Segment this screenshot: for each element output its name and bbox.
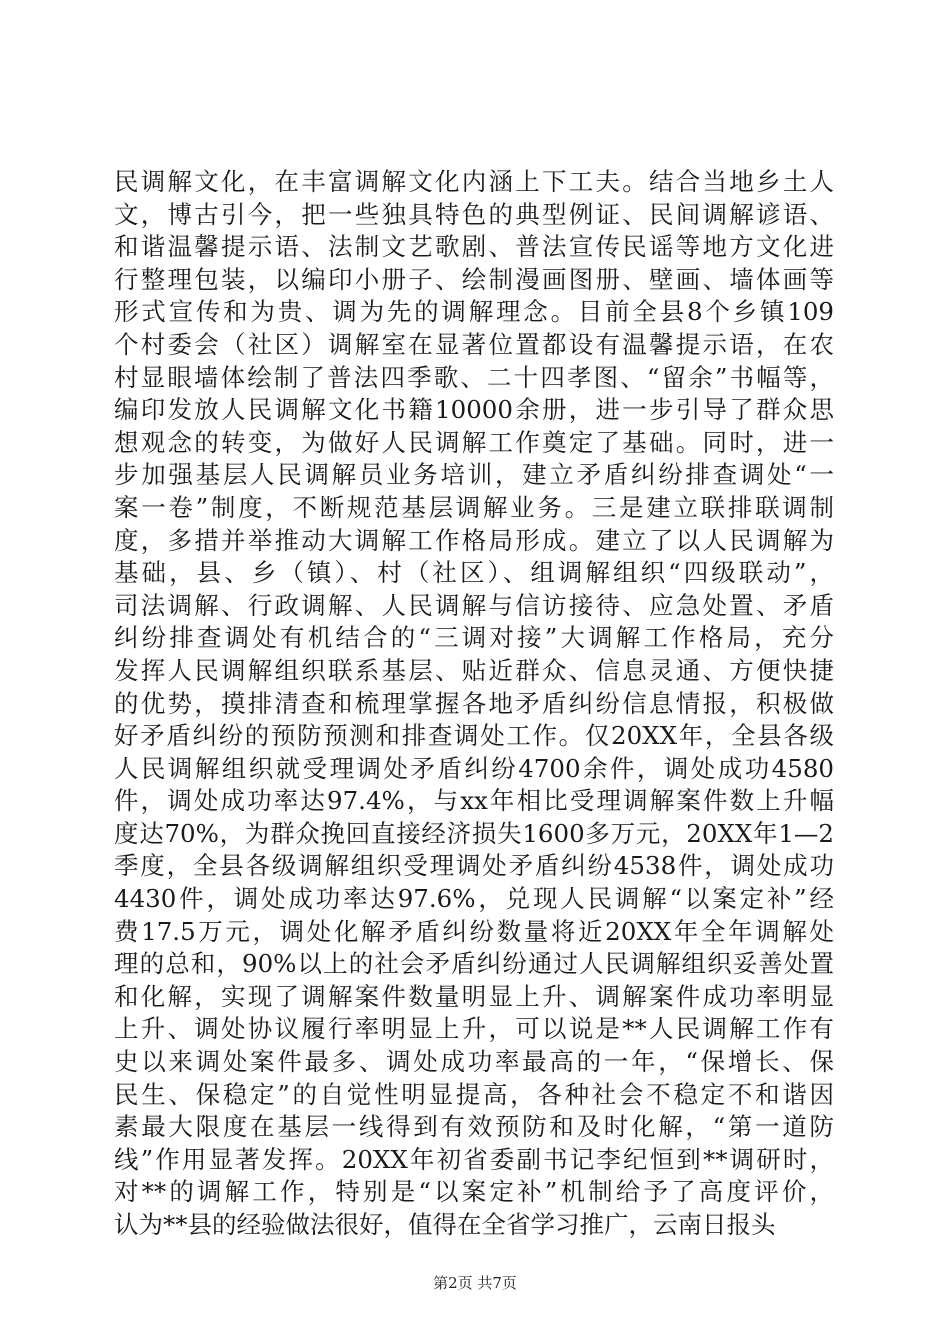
text-line: 好矛盾纠纷的预防预测和排查调处工作。仅20XX年，全县各级 <box>114 721 834 751</box>
text-line: 基础，县、乡（镇）、村（社区）、组调解组织“四级联动”， <box>114 558 834 588</box>
text-line: 度达70%，为群众挽回直接经济损失1600多万元，20XX年1—2 <box>114 818 834 848</box>
text-line: 行整理包装，以编印小册子、绘制漫画图册、壁画、墙体画等 <box>114 264 834 294</box>
text-line: 民调解文化，在丰富调解文化内涵上下工夫。结合当地乡土人 <box>114 167 834 196</box>
page-number-footer: 第2页 共7页 <box>433 1274 517 1292</box>
text-line: 形式宣传和为贵、调为先的调解理念。目前全县8个乡镇109 <box>114 297 834 327</box>
text-line: 4430件，调处成功率达97.6%，兑现人民调解“以案定补”经 <box>114 884 834 914</box>
text-line: 和谐温馨提示语、法制文艺歌剧、普法宣传民谣等地方文化进 <box>114 232 834 262</box>
text-line: 案一卷”制度，不断规范基层调解业务。三是建立联排联调制 <box>114 492 834 522</box>
text-line: 认为**县的经验做法很好，值得在全省学习推广，云南日报头 <box>114 1210 776 1239</box>
text-line: 个村委会（社区）调解室在显著位置都设有温馨提示语，在农 <box>114 329 834 359</box>
text-line: 想观念的转变，为做好人民调解工作奠定了基础。同时，进一 <box>114 427 834 457</box>
text-line: 费17.5万元，调处化解矛盾纠纷数量将近20XX年全年调解处 <box>114 916 834 946</box>
text-line: 文，博古引今，把一些独具特色的典型例证、民间调解谚语、 <box>114 199 834 229</box>
text-line: 编印发放人民调解文化书籍10000余册，进一步引导了群众思 <box>114 395 834 425</box>
text-line: 史以来调处案件最多、调处成功率最高的一年，“保增长、保 <box>114 1047 834 1077</box>
text-line: 司法调解、行政调解、人民调解与信访接待、应急处置、矛盾 <box>114 590 834 620</box>
text-line: 度，多措并举推动大调解工作格局形成。建立了以人民调解为 <box>114 525 834 555</box>
text-line: 素最大限度在基层一线得到有效预防和及时化解，“第一道防 <box>114 1112 834 1142</box>
body-paragraph <box>114 166 834 1242</box>
text-line: 理的总和，90%以上的社会矛盾纠纷通过人民调解组织妥善处置 <box>114 949 834 979</box>
text-line: 线”作用显著发挥。20XX年初省委副书记李纪恒到**调研时， <box>114 1144 834 1174</box>
text-line: 对**的调解工作，特别是“以案定补”机制给予了高度评价， <box>114 1177 834 1207</box>
text-line: 民生、保稳定”的自觉性明显提高，各种社会不稳定不和谐因 <box>114 1079 834 1109</box>
text-line: 纠纷排查调处有机结合的“三调对接”大调解工作格局，充分 <box>114 623 834 653</box>
text-line: 步加强基层人民调解员业务培训，建立矛盾纠纷排查调处“一 <box>114 460 834 490</box>
text-line: 发挥人民调解组织联系基层、贴近群众、信息灵通、方便快捷 <box>114 655 834 685</box>
text-line: 季度，全县各级调解组织受理调处矛盾纠纷4538件，调处成功 <box>114 851 834 881</box>
text-line: 村显眼墙体绘制了普法四季歌、二十四孝图、“留余”书幅等， <box>114 362 834 392</box>
text-line: 和化解，实现了调解案件数量明显上升、调解案件成功率明显 <box>114 981 834 1011</box>
text-line: 上升、调处协议履行率明显上升，可以说是**人民调解工作有 <box>114 1014 834 1044</box>
text-line: 件，调处成功率达97.4%，与xx年相比受理调解案件数上升幅 <box>114 786 834 816</box>
text-line: 的优势，摸排清查和梳理掌握各地矛盾纠纷信息情报，积极做 <box>114 688 834 718</box>
text-line: 人民调解组织就受理调处矛盾纠纷4700余件，调处成功4580 <box>114 753 834 783</box>
